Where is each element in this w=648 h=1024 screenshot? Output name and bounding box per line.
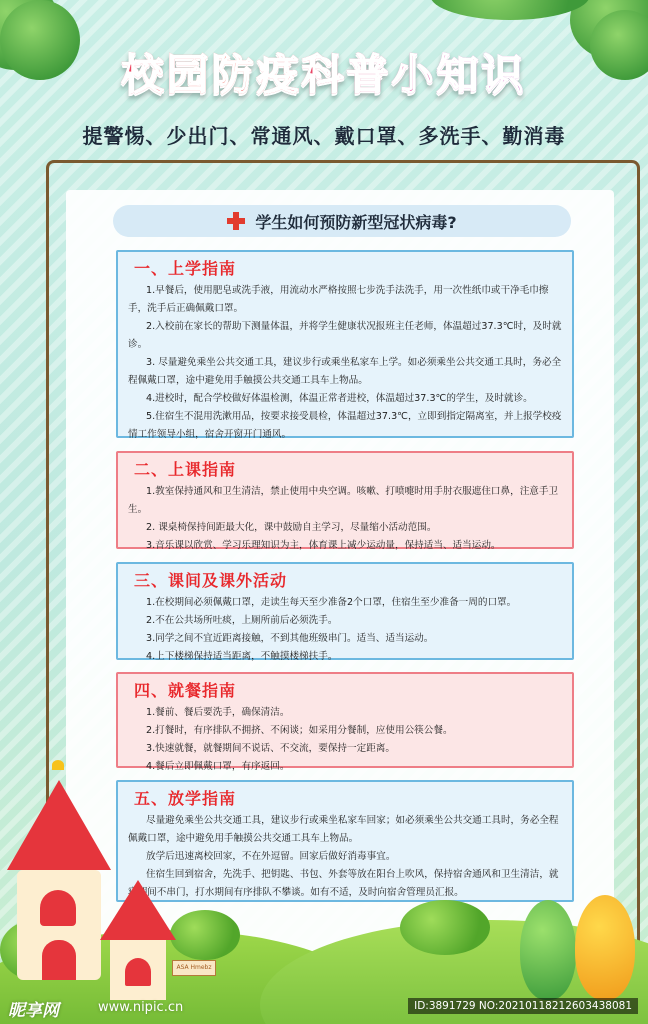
list-item: 放学后迅速离校回家，不在外逗留。回家后做好消毒事宜。 (146, 851, 396, 862)
list-item: 3.同学之间不宜近距离接触，不到其他班级串门。适当、适当运动。 (146, 633, 434, 644)
red-cross-icon (227, 212, 245, 230)
section-dismissal-guide (116, 780, 574, 902)
list-item: 3.快速就餐，就餐期间不说话、不交流，要保持一定距离。 (146, 743, 395, 754)
list-item: 1.教室保持通风和卫生清洁，禁止使用中央空调。咳嗽、打喷嚏时用手肘衣服遮住口鼻，注意手卫生。 (128, 486, 559, 515)
section-school-guide (116, 250, 574, 438)
section-break-activities (116, 562, 574, 660)
section-heading: 一、上学指南 (134, 259, 237, 278)
section-heading: 三、课间及课外活动 (134, 571, 288, 590)
list-item: 2.打餐时，有序排队不拥挤、不闲谈；如采用分餐制，应使用公筷公餐。 (146, 725, 453, 736)
question-banner (113, 205, 571, 237)
tree-yellow-right (575, 895, 645, 1005)
list-item: 1.餐前、餐后要洗手，确保清洁。 (146, 707, 290, 718)
section-heading: 五、放学指南 (134, 789, 237, 808)
house-small (100, 880, 180, 1000)
list-item: 1.在校期间必须佩戴口罩，走读生每天至少准备2个口罩，住宿生至少准备一周的口罩。 (146, 597, 517, 608)
list-item: 2.入校前在家长的帮助下测量体温，并将学生健康状况报班主任老师，体温超过37.3℃时，及时就诊。 (128, 321, 562, 350)
tree-canopy-top (430, 0, 590, 30)
list-item: 2.不在公共场所吐痰，上厕所前后必须洗手。 (146, 615, 338, 626)
list-item: 1.早餐后，使用肥皂或洗手液，用流动水严格按照七步洗手法洗手，用一次性纸巾或干净毛巾擦手，洗手后正确佩戴口罩。 (128, 285, 549, 314)
list-item: 尽量避免乘坐公共交通工具，建议步行或乘坐私家车回家；如必须乘坐公共交通工具时，务必全程佩戴口罩，途中避免用手触摸公共交通工具车上物品。 (128, 815, 559, 844)
watermark-logo: 昵享网 (8, 1001, 59, 1021)
list-item: 3. 尽量避免乘坐公共交通工具，建议步行或乘坐私家车上学。如必须乘坐公共交通工具时，务必全程佩戴口罩，途中避免用手触摸公共交通工具车上物品。 (128, 357, 562, 386)
watermark-id: ID:3891729 NO:20210118212603438081 (408, 998, 638, 1014)
house-sign (172, 960, 216, 976)
watermark-url: www.nipic.cn (98, 1000, 184, 1015)
page-subtitle: 提警惕、少出门、常通风、戴口罩、多洗手、勤消毒 (82, 124, 566, 148)
list-item: 2. 课桌椅保持间距最大化，课中鼓励自主学习，尽量缩小活动范围。 (146, 522, 437, 533)
list-item: 4.进校时，配合学校做好体温检测，体温正常者进校，体温超过37.3℃的学生，及时就诊。 (146, 393, 533, 404)
section-dining-guide (116, 672, 574, 772)
section-class-guide (116, 451, 574, 549)
house-large (2, 760, 112, 1000)
section-heading: 二、上课指南 (134, 460, 237, 479)
list-item: 4.餐后立即佩戴口罩，有序返回。 (146, 761, 290, 772)
banner-text: 学生如何预防新型冠状病毒? (255, 212, 457, 232)
list-item: 3.音乐课以欣赏、学习乐理知识为主，体育课上减少运动量，保持适当、适当运动。 (146, 540, 501, 551)
list-item: 5.住宿生不混用洗漱用品，按要求接受晨检，体温超过37.3℃，立即到指定隔离室，并上报学校疫情工作领导小组，宿舍开窗开门通风。 (128, 411, 562, 440)
page-title: 校园防疫科普小知识 (0, 42, 648, 102)
house-sign-text: ASA Hmebz (176, 964, 212, 971)
list-item: 住宿生回到宿舍，先洗手、把钥匙、书包、外套等放在阳台上吹风，保持宿舍通风和卫生清洁，就寝期间不串门，打水期间有序排队不攀谈。如有不适，及时向宿舍管理员汇报。 (128, 869, 559, 898)
section-heading: 四、就餐指南 (134, 681, 237, 700)
list-item: 4.上下楼梯保持适当距离，不触摸楼梯扶手。 (146, 651, 338, 662)
